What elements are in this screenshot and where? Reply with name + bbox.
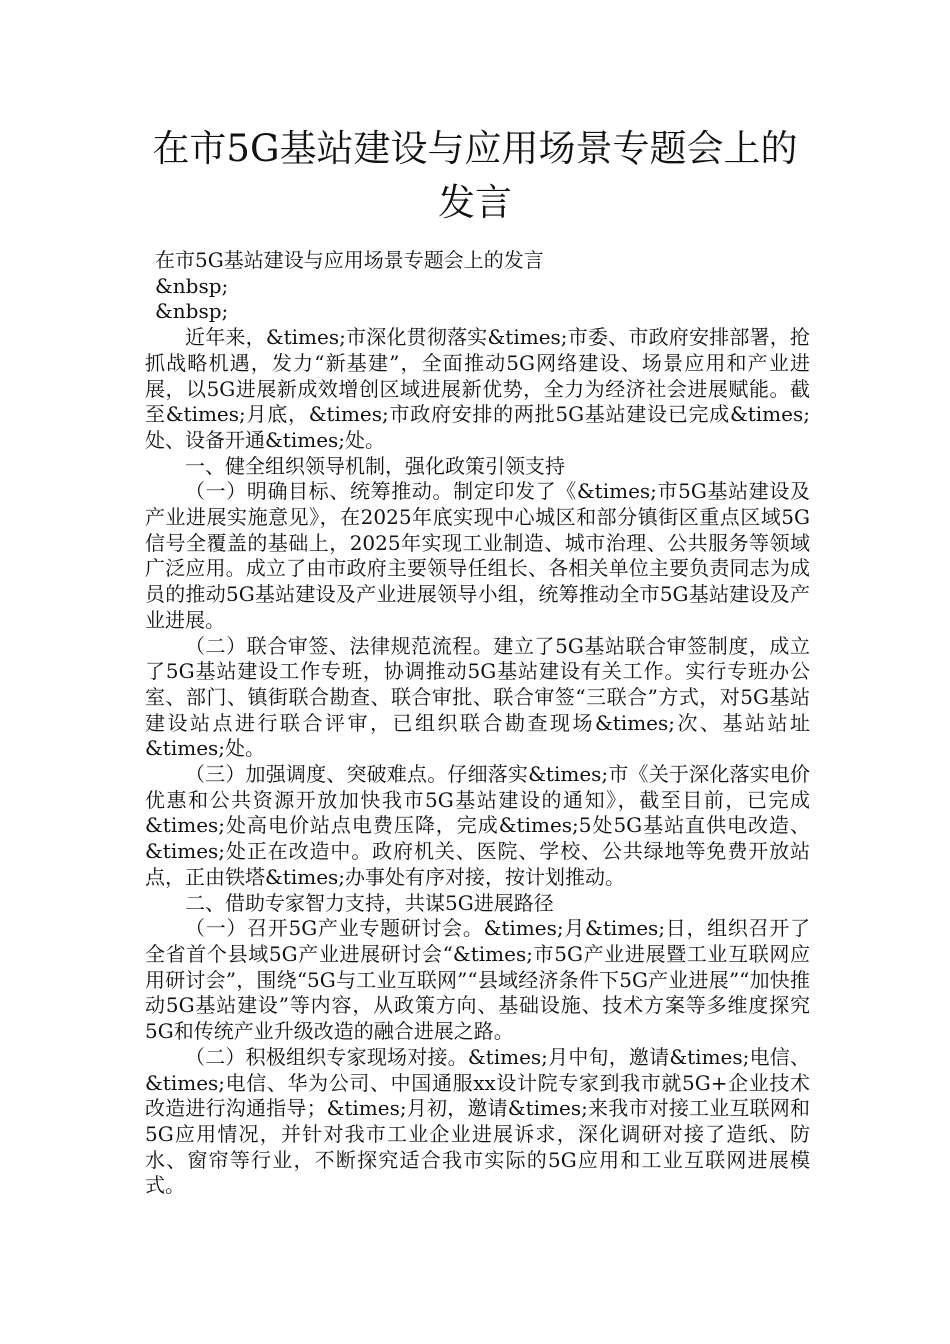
section-heading-1: 一、健全组织领导机制，强化政策引领支持 (185, 453, 565, 478)
paragraph-2-2: （二）积极组织专家现场对接。&times;月中旬，邀请&times;电信、&times;电信、华为公司、中国通服xx设计院专家到我市就5G+企业技术改造进行沟通指导；&times;月初，邀请&times;来我市对接工业互联网和5G应用情况，并针对我市工业企业进展诉求，深化调研对接了造纸、防水、窗帘等行业，不断探究适合我市实际的5G应用和工业互联网进展模式。 (145, 1044, 810, 1198)
section-heading-2: 二、借助专家智力支持，共谋5G进展路径 (185, 890, 554, 915)
paragraph-1-2: （二）联合审签、法律规范流程。建立了5G基站联合审签制度，成立了5G基站建设工作专班，协调推动5G基站建设有关工作。实行专班办公室、部门、镇街联合勘查、联合审批、联合审签“三联合”方式，对5G基站建设站点进行联合评审，已组织联合勘查现场&times;次、基站站址&times;处。 (145, 633, 810, 761)
nbsp-line-1: &nbsp; (155, 273, 229, 298)
document-body (145, 248, 810, 1199)
paragraph-1-1: （一）明确目标、统筹推动。制定印发了《&times;市5G基站建设及产业进展实施意见》，在2025年底实现中心城区和部分镇街区重点区域5G信号全覆盖的基础上，2025年实现工业制造、城市治理、公共服务等领域广泛应用。成立了由市政府主要领导任组长、各相关单位主要负责同志为成员的推动5G基站建设及产业进展领导小组，统筹推动全市5G基站建设及产业进展。 (145, 479, 810, 632)
paragraph-intro: 近年来，&times;市深化贯彻落实&times;市委、市政府安排部署，抢抓战略机遇，发力“新基建”，全面推动5G网络建设、场景应用和产业进展，以5G进展新成效增创区域进展新优势，全力为经济社会进展赋能。截至&times;月底，&times;市政府安排的两批5G基站建设已完成&times;处、设备开通&times;处。 (145, 325, 810, 452)
document-title: 在市5G基站建设与应用场景专题会上的发言 (152, 127, 798, 224)
paragraph-1-3: （三）加强调度、突破难点。仔细落实&times;市《关于深化落实电价优惠和公共资源开放加快我市5G基站建设的通知》，截至目前，已完成&times;处高电价站点电费压降，完成&times;5处5G基站直供电改造、&times;处正在改造中。政府机关、医院、学校、公共绿地等免费开放站点，正由铁塔&times;办事处有序对接，按计划推动。 (145, 762, 810, 889)
document-subtitle: 在市5G基站建设与应用场景专题会上的发言 (155, 248, 544, 272)
paragraph-2-1: （一）召开5G产业专题研讨会。&times;月&times;日，组织召开了全省首个县域5G产业进展研讨会“&times;市5G产业进展暨工业互联网应用研讨会”，围绕“5G与工业互联网”“县域经济条件下5G产业进展”“加快推动5G基站建设”等内容，从政策方向、基础设施、技术方案等多维度探究5G和传统产业升级改造的融合进展之路。 (145, 916, 810, 1044)
nbsp-line-2: &nbsp; (155, 299, 229, 324)
